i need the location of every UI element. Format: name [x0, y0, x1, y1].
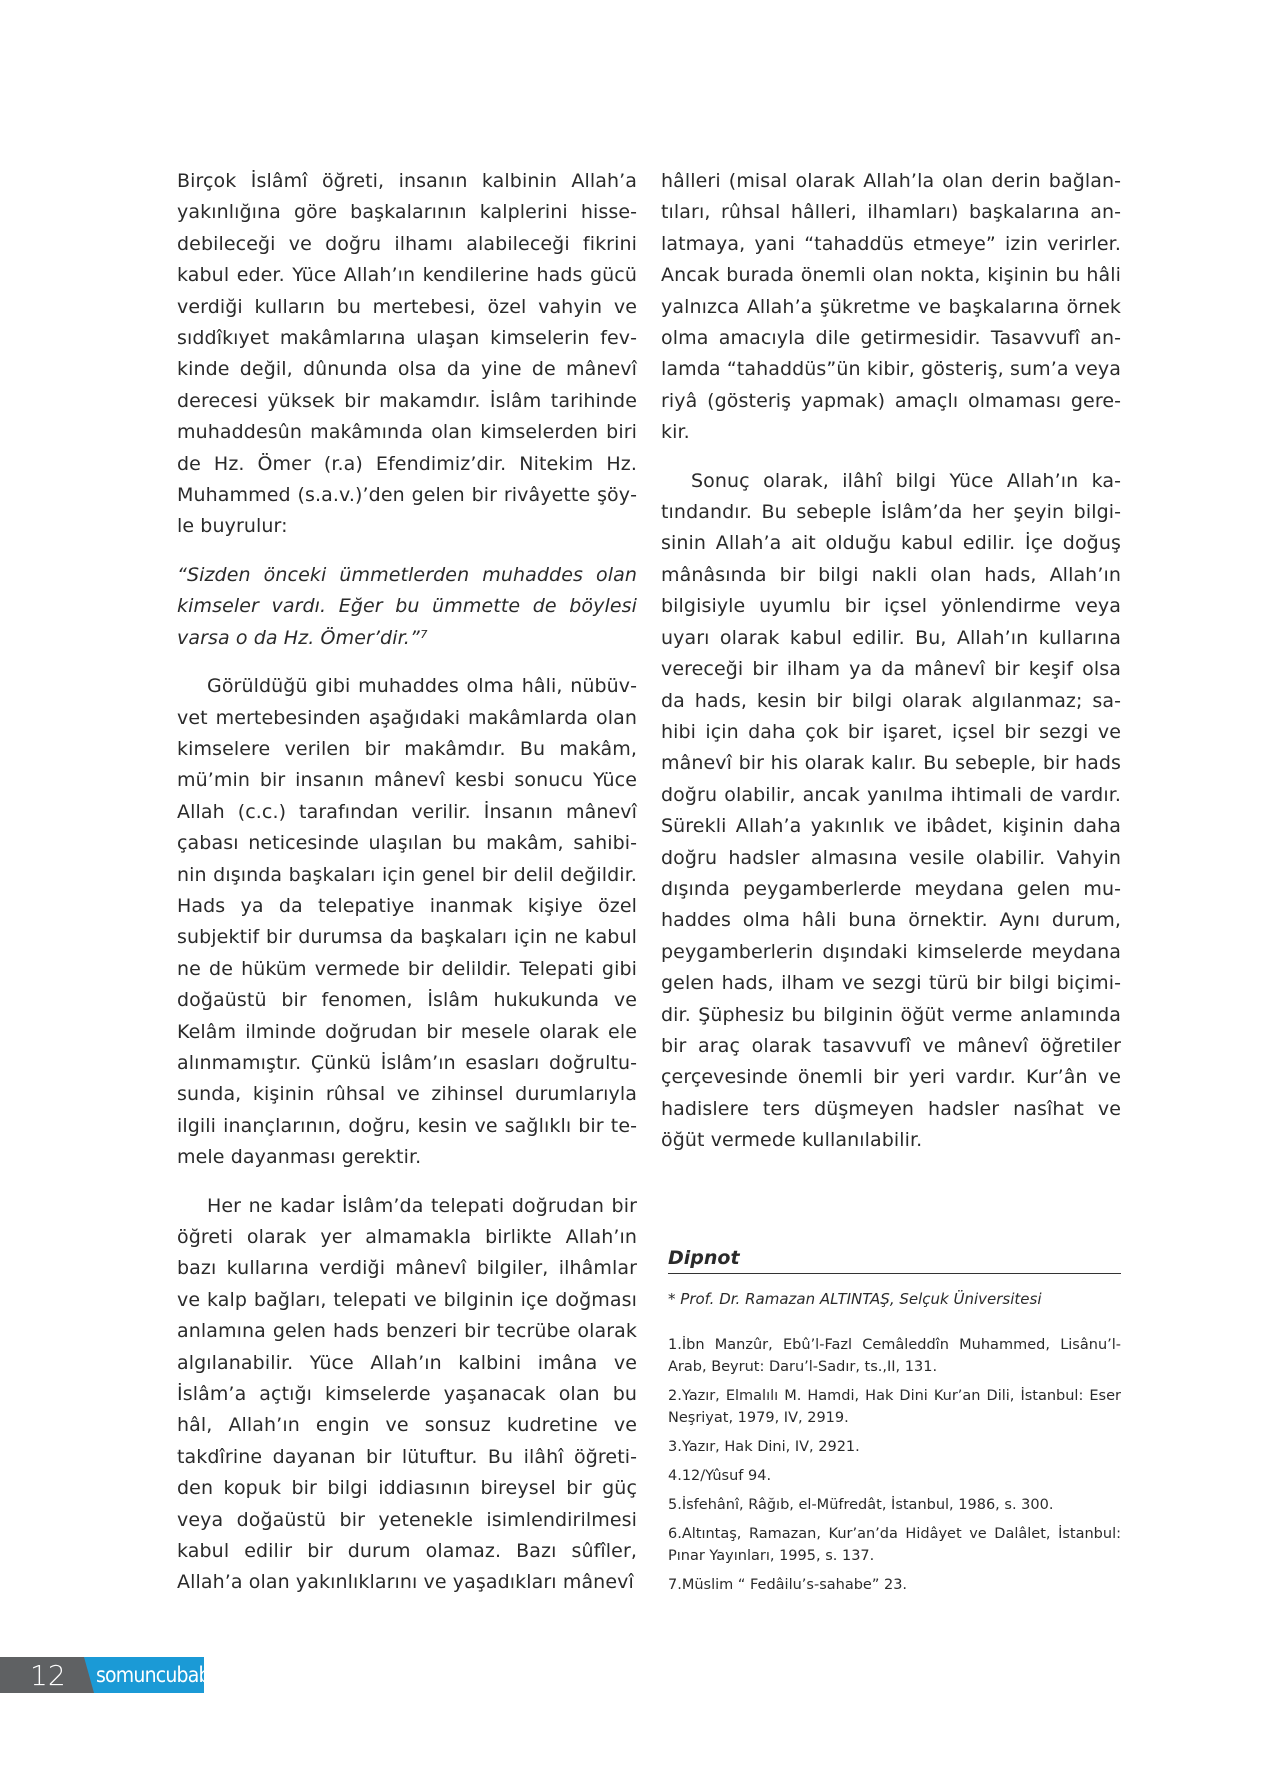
author-note: * Prof. Dr. Ramazan ALTINTAŞ, Selçuk Üniversitesi	[668, 1290, 1042, 1308]
body-paragraph: hâlleri (misal olarak Allah’la olan derin bağlantıları, rûhsal hâlleri, ilhamları) başkalarına anlatmaya, yani “tahaddüs etmeye” izin verirler. Ancak burada önemli olan nokta, kişinin bu hâli yalnızca Allah’a şükretme ve başkalarına örnek olma amacıyla dile getirmesidir. Tasavvufî anlamda “tahaddüs”ün kibir, gösteriş, sum’a veya riyâ (gösteriş yapmak) amaçlı olmaması gerekir.	[661, 170, 1121, 444]
footnote-list	[668, 1334, 1121, 1596]
footnote-item: 6.Altıntaş, Ramazan, Kur’an’da Hidâyet ve Dalâlet, İstanbul: Pınar Yayınları, 1995, s. 137.	[668, 1526, 1121, 1564]
footnote-item: 2.Yazır, Elmalılı M. Hamdi, Hak Dini Kur’an Dili, İstanbul: Eser Neşriyat, 1979, IV, 2919.	[668, 1388, 1121, 1426]
footnote-item: 5.İsfehânî, Râğıb, el-Müfredât, İstanbul, 1986, s. 300.	[668, 1497, 1054, 1513]
page-footer	[0, 1657, 221, 1693]
footnote-item: 3.Yazır, Hak Dini, IV, 2921.	[668, 1439, 860, 1455]
page-number: 12	[30, 1659, 66, 1692]
body-paragraph: Görüldüğü gibi muhaddes olma hâli, nübüvvet mertebesinden aşağıdaki makâmlarda olan kimselere verilen bir makâmdır. Bu makâm, mü’min bir insanın mânevî kesbi sonucu Yüce Allah (c.c.) tarafından verilir. İnsanın mânevî çabası neticesinde ulaşılan bu makâm, sahibinin dışında başkaları için genel bir delil değildir. Hads ya da telepatiye inanmak kişiye özel subjektif bir durumsa da başkaları için ne kabul ne de hüküm vermede bir delildir. Telepati gibi doğaüstü bir fenomen, İslâm hukukunda ve Kelâm ilminde doğrudan bir mesele olarak ele alınmamıştır. Çünkü İslâm’ın esasları doğrultusunda, kişinin rûhsal ve zihinsel durumlarıyla ilgili inançlarının, doğru, kesin ve sağlıklı bir temele dayanması gerektir.	[177, 675, 637, 1169]
footnote-item: 4.12/Yûsuf 94.	[668, 1468, 772, 1484]
brand-logo: somuncubaba	[96, 1663, 221, 1687]
body-paragraph: Birçok İslâmî öğreti, insanın kalbinin Allah’a yakınlığına göre başkalarının kalplerini hissedebileceği ve doğru ilhamı alabileceği fikrini kabul eder. Yüce Allah’ın kendilerine hads gücü verdiği kulların bu mertebesi, özel vahyin ve sıddîkıyet makâmlarına ulaşan kimselerin fevkinde değil, dûnunda olsa da yine de mânevî derecesi yüksek bir makamdır. İslâm tarihinde muhaddesûn makâmında olan kimselerden biri de Hz. Ömer (r.a) Efendimiz’dir. Nitekim Hz. Muhammed (s.a.v.)’den gelen bir rivâyette şöyle buyrulur:	[177, 170, 637, 538]
body-paragraph: Her ne kadar İslâm’da telepati doğrudan bir öğreti olarak yer almamakla birlikte Allah’ın bazı kullarına verdiği mânevî bilgiler, ilhâmlar ve kalp bağları, telepati ve bilginin içe doğması anlamına gelen hads benzeri bir tecrübe olarak algılanabilir. Yüce Allah’ın kalbini imâna ve İslâm’a açtığı kimselerde yaşanacak olan bu hâl, Allah’ın engin ve sonsuz kudretine ve takdîrine dayanan bir lütuftur. Bu ilâhî öğretiden kopuk bir bilgi iddiasının bireysel bir güç veya doğaüstü bir yetenekle isimlendirilmesi kabul edilir bir durum olamaz. Bazı sûfîler, Allah’a olan yakınlıklarını ve yaşadıkları mânevî	[177, 1194, 637, 1594]
right-column	[661, 166, 1121, 1157]
hadith-quote: “Sizden önceki ümmetlerden muhaddes olan kimseler vardı. Eğer bu ümmette de böylesi varsa o da Hz. Ömer’dir.”⁷	[177, 563, 637, 649]
left-column	[177, 166, 637, 1599]
footnotes-section	[668, 1247, 1121, 1603]
footnotes-title: Dipnot	[668, 1247, 1121, 1274]
body-paragraph: Sonuç olarak, ilâhî bilgi Yüce Allah’ın katındandır. Bu sebeple İslâm’da her şeyin bilgisinin Allah’a ait olduğu kabul edilir. İçe doğuş mânâsında bir bilgi nakli olan hads, Allah’ın bilgisiyle uyumlu bir içsel yönlendirme veya uyarı olarak kabul edilir. Bu, Allah’ın kullarına vereceği bir ilham ya da mânevî bir keşif olsa da hads, kesin bir bilgi olarak algılanmaz; sahibi için daha çok bir işaret, içsel bir sezgi ve mânevî bir his olarak kalır. Bu sebeple, bir hads doğru olabilir, ancak yanılma ihtimali de vardır. Sürekli Allah’a yakınlık ve ibâdet, kişinin daha doğru hadsler almasına vesile olabilir. Vahyin dışında peygamberlerde meydana gelen muhaddes olma hâli buna örnektir. Aynı durum, peygamberlerin dışındaki kimselerde meydana gelen hads, ilham ve sezgi türü bir bilgi biçimidir. Şüphesiz bu bilginin öğüt verme anlamında bir araç olarak tasavvufî ve mânevî öğretiler çerçevesinde önemli bir yeri vardır. Kur’ân ve hadislere ters düşmeyen hadsler nasîhat ve öğüt vermede kullanılabilir.	[661, 469, 1121, 1152]
footnote-item: 7.Müslim “ Fedâilu’s-sahabe” 23.	[668, 1577, 908, 1593]
footnote-item: 1.İbn Manzûr, Ebû’l-Fazl Cemâleddîn Muhammed, Lisânu’l-Arab, Beyrut: Daru’l-Sadır, ts.,II, 131.	[668, 1337, 1121, 1375]
